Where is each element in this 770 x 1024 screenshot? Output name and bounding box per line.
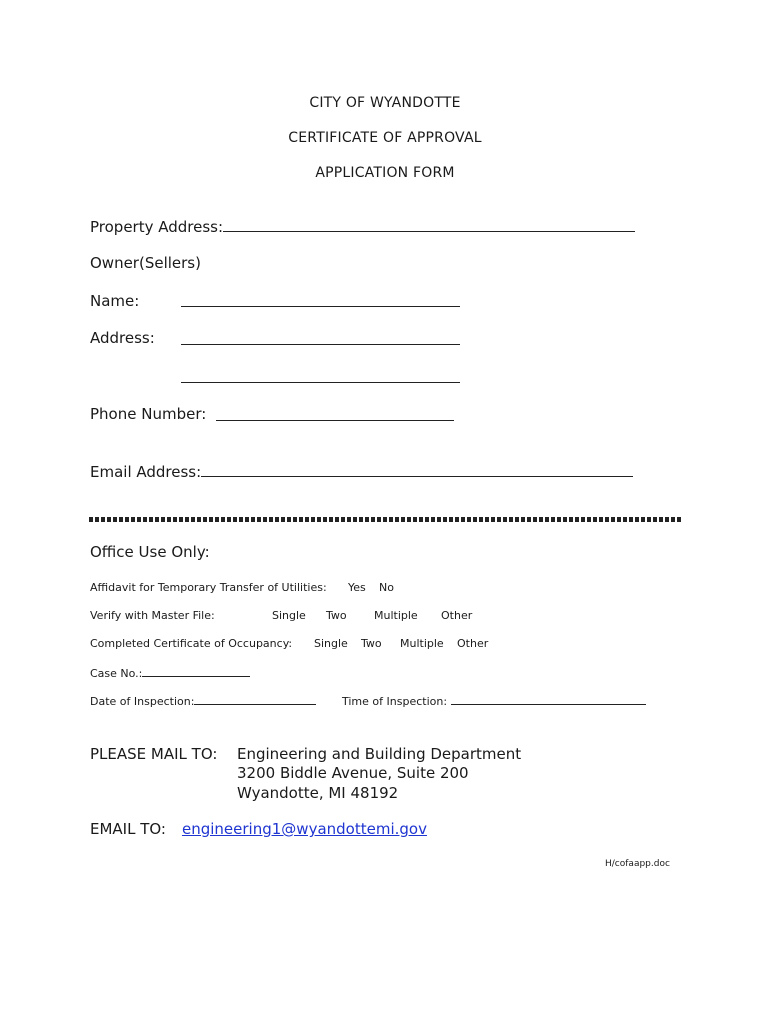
affidavit-option-no[interactable]: No — [379, 581, 394, 594]
affidavit-label: Affidavit for Temporary Transfer of Utilities: — [90, 581, 327, 594]
address-label: Address: — [90, 329, 155, 347]
date-label: Date of Inspection: — [90, 695, 195, 708]
date-field[interactable] — [194, 693, 316, 705]
certificate-title: CERTIFICATE OF APPROVAL — [288, 130, 482, 146]
name-field[interactable] — [181, 292, 460, 307]
verify-option-multiple[interactable]: Multiple — [374, 609, 418, 622]
property-address-label: Property Address: — [90, 218, 224, 236]
completed-option-multiple[interactable]: Multiple — [400, 637, 444, 650]
phone-label: Phone Number: — [90, 405, 207, 423]
email-address-label: Email Address: — [90, 463, 202, 481]
dotted-separator — [89, 517, 682, 522]
city-title: CITY OF WYANDOTTE — [309, 95, 461, 111]
time-label: Time of Inspection: — [342, 695, 448, 708]
mail-label: PLEASE MAIL TO: — [90, 745, 218, 763]
email-to-label: EMAIL TO: — [90, 820, 166, 838]
email-link[interactable]: engineering1@wyandottemi.gov — [182, 820, 427, 838]
verify-option-other[interactable]: Other — [441, 609, 473, 622]
mail-line2: 3200 Biddle Avenue, Suite 200 — [237, 764, 469, 782]
phone-field[interactable] — [216, 406, 454, 421]
mail-line1: Engineering and Building Department — [237, 745, 522, 763]
time-field[interactable] — [451, 693, 646, 705]
mail-line3: Wyandotte, MI 48192 — [237, 784, 399, 802]
phone-row — [90, 405, 206, 423]
address-field-line2[interactable] — [181, 368, 460, 383]
completed-label: Completed Certificate of Occupancy: — [90, 637, 293, 650]
completed-option-two[interactable]: Two — [361, 637, 382, 650]
case-label: Case No.: — [90, 667, 143, 680]
case-field[interactable] — [142, 665, 250, 677]
case-row — [90, 665, 250, 680]
email-address-field[interactable] — [201, 462, 633, 477]
property-address-field[interactable] — [223, 217, 635, 232]
completed-option-single[interactable]: Single — [314, 637, 348, 650]
verify-option-two[interactable]: Two — [326, 609, 347, 622]
verify-label: Verify with Master File: — [90, 609, 215, 622]
time-row — [342, 693, 646, 708]
property-address-row — [90, 217, 635, 236]
email-address-row — [90, 462, 633, 481]
verify-option-single[interactable]: Single — [272, 609, 306, 622]
name-label: Name: — [90, 292, 140, 310]
date-row — [90, 693, 316, 708]
owner-label: Owner(Sellers) — [90, 254, 201, 272]
address-field-line1[interactable] — [181, 330, 460, 345]
file-reference: H/cofaapp.doc — [605, 859, 670, 869]
office-use-title: Office Use Only: — [90, 543, 210, 561]
form-title: APPLICATION FORM — [315, 165, 455, 181]
completed-option-other[interactable]: Other — [457, 637, 489, 650]
affidavit-option-yes[interactable]: Yes — [348, 581, 366, 594]
